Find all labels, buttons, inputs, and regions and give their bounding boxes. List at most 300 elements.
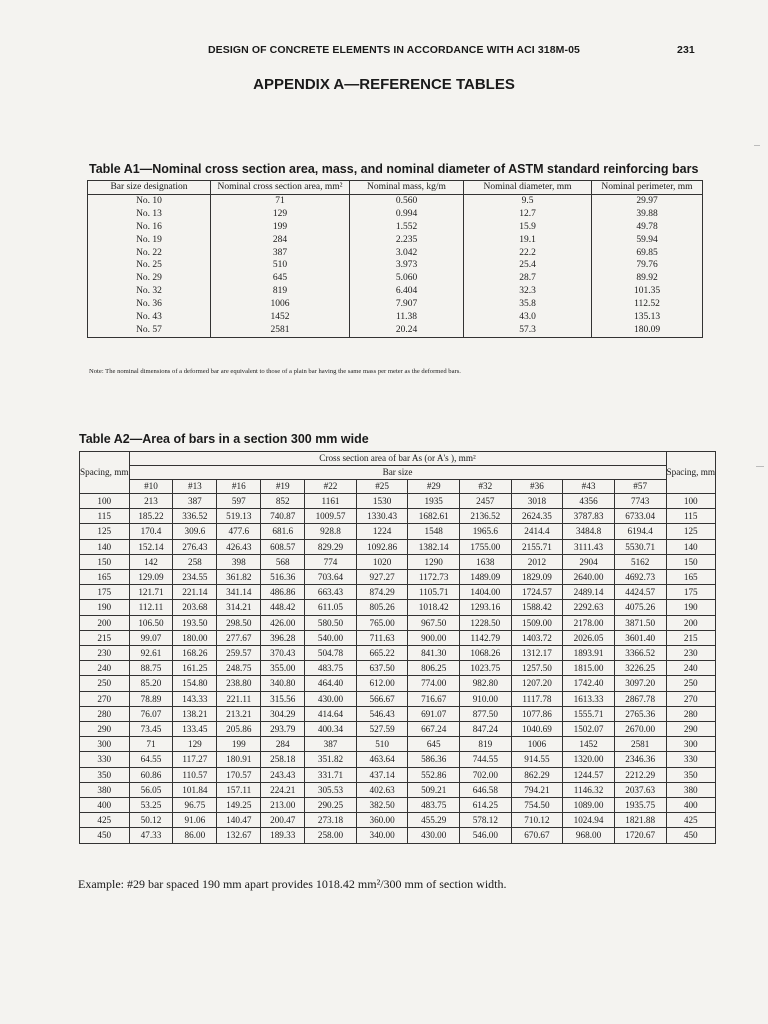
table-a2-cell: 277.67 — [217, 630, 261, 645]
table-a2-cell: 73.45 — [129, 722, 173, 737]
table-a2-cell: 794.21 — [511, 782, 563, 797]
table-a2-row — [80, 737, 716, 752]
table-a2-spacing-cell: 425 — [80, 813, 130, 828]
table-a2-cell: 259.57 — [217, 646, 261, 661]
table-a2-cell: 64.55 — [129, 752, 173, 767]
table-a2-cell: 1638 — [460, 554, 512, 569]
table-a2-cell: 646.58 — [460, 782, 512, 797]
table-a2-bar-size: #22 — [305, 480, 357, 494]
table-a2-cell: 1228.50 — [460, 615, 512, 630]
table-a2-cell: 309.6 — [173, 524, 217, 539]
table-a2-cell: 3111.43 — [563, 539, 615, 554]
table-a2-spacing-cell: 400 — [666, 798, 716, 813]
table-a2-group-header: Cross section area of bar As (or A's ), mm² — [129, 452, 666, 466]
table-a2-cell: 1024.94 — [563, 813, 615, 828]
table-a2-cell: 2457 — [460, 494, 512, 509]
table-a2-spacing-cell: 140 — [80, 539, 130, 554]
table-a1-row — [88, 221, 703, 234]
table-a2-spacing-cell: 190 — [80, 600, 130, 615]
table-a1-cell: No. 19 — [88, 234, 211, 247]
table-a2-cell: 1502.07 — [563, 722, 615, 737]
table-a2-cell: 243.43 — [261, 767, 305, 782]
table-a2-cell: 1893.91 — [563, 646, 615, 661]
table-a2-cell: 290.25 — [305, 798, 357, 813]
table-a1-cell: 112.52 — [592, 298, 703, 311]
table-a1-cell: No. 29 — [88, 272, 211, 285]
table-a2-cell: 170.57 — [217, 767, 261, 782]
example-text-content: Example: #29 bar spaced 190 mm apart provides 1018.42 mm²/300 mm of section width. — [78, 877, 507, 891]
table-a2-cell: 293.79 — [261, 722, 305, 737]
table-a2-cell: 1720.67 — [614, 828, 666, 843]
table-a2-cell: 121.71 — [129, 585, 173, 600]
table-a2-cell: 1555.71 — [563, 706, 615, 721]
table-a2-cell: 2765.36 — [614, 706, 666, 721]
table-a1 — [87, 180, 703, 338]
table-a2-cell: 847.24 — [460, 722, 512, 737]
table-a2-cell: 1312.17 — [511, 646, 563, 661]
table-a2-cell: 152.14 — [129, 539, 173, 554]
table-a1-cell: 71 — [211, 194, 350, 207]
table-a2-cell: 914.55 — [511, 752, 563, 767]
table-a2-cell: 142 — [129, 554, 173, 569]
table-a2-cell: 221.14 — [173, 585, 217, 600]
table-a1-row — [88, 272, 703, 285]
table-a2-cell: 2026.05 — [563, 630, 615, 645]
table-a2-cell: 774.00 — [408, 676, 460, 691]
table-a2-cell: 967.50 — [408, 615, 460, 630]
table-a2-cell: 387 — [173, 494, 217, 509]
table-a2-spacing-cell: 330 — [666, 752, 716, 767]
table-a2-cell: 414.64 — [305, 706, 357, 721]
table-a2-cell: 1290 — [408, 554, 460, 569]
table-a2-cell: 273.18 — [305, 813, 357, 828]
table-a1-cell: 35.8 — [464, 298, 592, 311]
table-a2-cell: 765.00 — [356, 615, 408, 630]
table-a2-spacing-cell: 150 — [666, 554, 716, 569]
table-a2-cell: 611.05 — [305, 600, 357, 615]
table-a1-cell: 20.24 — [350, 324, 464, 337]
table-a2-cell: 2640.00 — [563, 570, 615, 585]
table-a2-spacing-cell: 230 — [80, 646, 130, 661]
table-a2-spacing-cell: 240 — [80, 661, 130, 676]
table-a2-cell: 614.25 — [460, 798, 512, 813]
table-a2-cell: 829.29 — [305, 539, 357, 554]
table-a1-header: Nominal mass, kg/m — [350, 181, 464, 195]
table-a2-cell: 3226.25 — [614, 661, 666, 676]
table-a2-cell: 221.11 — [217, 691, 261, 706]
table-a1-cell: 79.76 — [592, 259, 703, 272]
table-a2-cell: 355.00 — [261, 661, 305, 676]
table-a2-cell: 504.78 — [305, 646, 357, 661]
table-a2-cell: 1404.00 — [460, 585, 512, 600]
table-a2-row — [80, 509, 716, 524]
table-a2-cell: 566.67 — [356, 691, 408, 706]
table-a2-cell: 340.00 — [356, 828, 408, 843]
table-a2-cell: 132.67 — [217, 828, 261, 843]
table-a2-cell: 248.75 — [217, 661, 261, 676]
table-a1-cell: 2.235 — [350, 234, 464, 247]
table-a1-cell: 3.042 — [350, 247, 464, 260]
table-a2-spacing-cell: 250 — [666, 676, 716, 691]
table-a2-cell: 1172.73 — [408, 570, 460, 585]
table-a2-cell: 1742.40 — [563, 676, 615, 691]
table-a2-row — [80, 691, 716, 706]
table-a2-spacing-cell: 280 — [666, 706, 716, 721]
table-a2-cell: 1330.43 — [356, 509, 408, 524]
table-a2-cell: 88.75 — [129, 661, 173, 676]
table-a2-spacing-cell: 270 — [666, 691, 716, 706]
table-a2-cell: 1257.50 — [511, 661, 563, 676]
table-a2-cell: 2155.71 — [511, 539, 563, 554]
table-a2-cell: 387 — [305, 737, 357, 752]
table-a2-spacing-cell: 200 — [666, 615, 716, 630]
table-a2-row — [80, 646, 716, 661]
table-a2-spacing-header-right: Spacing, mm — [666, 452, 716, 494]
table-a1-header: Bar size designation — [88, 181, 211, 195]
table-a2-cell: 351.82 — [305, 752, 357, 767]
table-a2-cell: 185.22 — [129, 509, 173, 524]
table-a2-cell: 117.27 — [173, 752, 217, 767]
table-a2-cell: 862.29 — [511, 767, 563, 782]
table-a2-cell: 483.75 — [305, 661, 357, 676]
table-a2-cell: 477.6 — [217, 524, 261, 539]
table-a2-cell: 3097.20 — [614, 676, 666, 691]
table-a2-cell: 112.11 — [129, 600, 173, 615]
table-a2-cell: 2292.63 — [563, 600, 615, 615]
table-a2-cell: 806.25 — [408, 661, 460, 676]
table-a1-cell: 43.0 — [464, 311, 592, 324]
table-a2-cell: 1009.57 — [305, 509, 357, 524]
table-a2-spacing-cell: 380 — [666, 782, 716, 797]
table-a2-cell: 92.61 — [129, 646, 173, 661]
table-a2-cell: 1105.71 — [408, 585, 460, 600]
table-a1-cell: No. 25 — [88, 259, 211, 272]
table-a2-cell: 711.63 — [356, 630, 408, 645]
table-a1-cell: 28.7 — [464, 272, 592, 285]
table-a2-cell: 101.84 — [173, 782, 217, 797]
table-a2-cell: 900.00 — [408, 630, 460, 645]
table-a2-spacing-cell: 280 — [80, 706, 130, 721]
table-a1-header-row — [88, 181, 703, 195]
table-a2-cell: 1142.79 — [460, 630, 512, 645]
example-text — [78, 877, 507, 892]
table-a2-cell: 430.00 — [408, 828, 460, 843]
table-a2-cell: 546.43 — [356, 706, 408, 721]
table-a2-cell: 4075.26 — [614, 600, 666, 615]
table-a2-row — [80, 570, 716, 585]
table-a2-cell: 129 — [173, 737, 217, 752]
table-a2-cell: 96.75 — [173, 798, 217, 813]
table-a2-cell: 578.12 — [460, 813, 512, 828]
table-a1-cell: 22.2 — [464, 247, 592, 260]
table-a2-bar-size-header: Bar size — [129, 466, 666, 480]
table-a1-cell: 645 — [211, 272, 350, 285]
table-a2-cell: 47.33 — [129, 828, 173, 843]
table-a2-cell: 874.29 — [356, 585, 408, 600]
table-a2-cell: 143.33 — [173, 691, 217, 706]
table-a2-cell: 140.47 — [217, 813, 261, 828]
table-a1-cell: 101.35 — [592, 285, 703, 298]
table-a2-cell: 53.25 — [129, 798, 173, 813]
table-a2-cell: 2867.78 — [614, 691, 666, 706]
table-a2-cell: 7743 — [614, 494, 666, 509]
table-a2-cell: 819 — [460, 737, 512, 752]
table-a1-cell: No. 22 — [88, 247, 211, 260]
table-a2-cell: 2581 — [614, 737, 666, 752]
table-a2-cell: 509.21 — [408, 782, 460, 797]
table-a2-cell: 205.86 — [217, 722, 261, 737]
table-a2-spacing-cell: 270 — [80, 691, 130, 706]
table-a2-cell: 91.06 — [173, 813, 217, 828]
table-a2-cell: 6733.04 — [614, 509, 666, 524]
table-a2-spacing-cell: 230 — [666, 646, 716, 661]
table-a2-cell: 1023.75 — [460, 661, 512, 676]
table-a2-cell: 2178.00 — [563, 615, 615, 630]
table-a2-bar-size: #16 — [217, 480, 261, 494]
table-a2-cell: 1068.26 — [460, 646, 512, 661]
table-a2-cell: 3484.8 — [563, 524, 615, 539]
table-a1-cell: 89.92 — [592, 272, 703, 285]
table-a2-cell: 580.50 — [305, 615, 357, 630]
table-a2-cell: 1489.09 — [460, 570, 512, 585]
table-a1-row — [88, 234, 703, 247]
running-head-title: DESIGN OF CONCRETE ELEMENTS IN ACCORDANCE WITH ACI 318M-05 — [208, 44, 580, 56]
table-a2-caption: Table A2—Area of bars in a section 300 mm wide — [79, 432, 369, 446]
table-a2-cell: 4692.73 — [614, 570, 666, 585]
table-a2-cell: 1018.42 — [408, 600, 460, 615]
table-a2-cell: 213 — [129, 494, 173, 509]
table-a1-cell: 32.3 — [464, 285, 592, 298]
table-a1-note: Note: The nominal dimensions of a deformed bar are equivalent to those of a plain bar having the same mass per meter as the deformed bars. — [89, 368, 461, 375]
table-a1-cell: No. 32 — [88, 285, 211, 298]
table-a2-cell: 370.43 — [261, 646, 305, 661]
table-a2-cell: 213.21 — [217, 706, 261, 721]
table-a2-cell: 691.07 — [408, 706, 460, 721]
table-a2-cell: 483.75 — [408, 798, 460, 813]
table-a2-cell: 2212.29 — [614, 767, 666, 782]
table-a2-spacing-cell: 300 — [666, 737, 716, 752]
table-a2-cell: 1161 — [305, 494, 357, 509]
table-a2-cell: 56.05 — [129, 782, 173, 797]
table-a2-cell: 716.67 — [408, 691, 460, 706]
table-a2-cell: 510 — [356, 737, 408, 752]
table-a2-spacing-cell: 190 — [666, 600, 716, 615]
table-a1-cell: 819 — [211, 285, 350, 298]
table-a2-cell: 430.00 — [305, 691, 357, 706]
table-a2-cell: 180.00 — [173, 630, 217, 645]
table-a1-cell: 135.13 — [592, 311, 703, 324]
table-a2-sizes-row — [80, 480, 716, 494]
table-a2-cell: 2037.63 — [614, 782, 666, 797]
table-a2-cell: 71 — [129, 737, 173, 752]
table-a2-spacing-cell: 290 — [80, 722, 130, 737]
table-a2-cell: 331.71 — [305, 767, 357, 782]
table-a2-spacing-cell: 100 — [80, 494, 130, 509]
table-a2-cell: 546.00 — [460, 828, 512, 843]
table-a2-spacing-header-left: Spacing, mm — [80, 452, 130, 494]
table-a2-spacing-cell: 400 — [80, 798, 130, 813]
table-a2-cell: 754.50 — [511, 798, 563, 813]
table-a2-row — [80, 630, 716, 645]
table-a1-cell: 2581 — [211, 324, 350, 337]
table-a2-cell: 149.25 — [217, 798, 261, 813]
table-a2-cell: 703.64 — [305, 570, 357, 585]
table-a2-cell: 200.47 — [261, 813, 305, 828]
table-a2-cell: 203.68 — [173, 600, 217, 615]
table-a2-cell: 1382.14 — [408, 539, 460, 554]
table-a2-cell: 161.25 — [173, 661, 217, 676]
table-a2-spacing-cell: 215 — [666, 630, 716, 645]
table-a2-cell: 382.50 — [356, 798, 408, 813]
table-a2-cell: 1207.20 — [511, 676, 563, 691]
table-a2-cell: 877.50 — [460, 706, 512, 721]
table-a1-row — [88, 194, 703, 207]
table-a2-cell: 304.29 — [261, 706, 305, 721]
table-a2-bar-size: #19 — [261, 480, 305, 494]
table-a2-cell: 527.59 — [356, 722, 408, 737]
table-a2-cell: 1452 — [563, 737, 615, 752]
table-a1-cell: 15.9 — [464, 221, 592, 234]
table-a2-cell: 361.82 — [217, 570, 261, 585]
table-a1-row — [88, 285, 703, 298]
table-a2-cell: 199 — [217, 737, 261, 752]
table-a1-cell: 57.3 — [464, 324, 592, 337]
table-a2-cell: 519.13 — [217, 509, 261, 524]
table-a2-bar-size: #25 — [356, 480, 408, 494]
table-a1-header: Nominal perimeter, mm — [592, 181, 703, 195]
table-a2-cell: 341.14 — [217, 585, 261, 600]
table-a1-caption: Table A1—Nominal cross section area, mass, and nominal diameter of ASTM standard reinforcing bars — [89, 162, 699, 176]
table-a2-spacing-cell: 425 — [666, 813, 716, 828]
table-a2-cell: 86.00 — [173, 828, 217, 843]
table-a2-spacing-cell: 250 — [80, 676, 130, 691]
table-a2-row — [80, 661, 716, 676]
table-a2-cell: 437.14 — [356, 767, 408, 782]
table-a2-cell: 1089.00 — [563, 798, 615, 813]
table-a2-cell: 1548 — [408, 524, 460, 539]
table-a1-cell: 284 — [211, 234, 350, 247]
table-a2-cell: 398 — [217, 554, 261, 569]
table-a2-cell: 586.36 — [408, 752, 460, 767]
table-a1-cell: 59.94 — [592, 234, 703, 247]
table-a2-cell: 3601.40 — [614, 630, 666, 645]
table-a2-cell: 740.87 — [261, 509, 305, 524]
table-a2-cell: 298.50 — [217, 615, 261, 630]
table-a2-cell: 1613.33 — [563, 691, 615, 706]
table-a2-cell: 400.34 — [305, 722, 357, 737]
table-a2-cell: 710.12 — [511, 813, 563, 828]
table-a2-row — [80, 706, 716, 721]
table-a2-cell: 637.50 — [356, 661, 408, 676]
table-a1-cell: 25.4 — [464, 259, 592, 272]
table-a1-header: Nominal diameter, mm — [464, 181, 592, 195]
scan-edge-mark — [756, 466, 764, 467]
table-a2-spacing-cell: 290 — [666, 722, 716, 737]
table-a2-cell: 448.42 — [261, 600, 305, 615]
table-a2-bar-size: #32 — [460, 480, 512, 494]
table-a2-cell: 213.00 — [261, 798, 305, 813]
table-a2-spacing-cell: 330 — [80, 752, 130, 767]
table-a2-cell: 1935 — [408, 494, 460, 509]
table-a2-cell: 305.53 — [305, 782, 357, 797]
table-a1-row — [88, 259, 703, 272]
table-a2-cell: 315.56 — [261, 691, 305, 706]
table-a2-cell: 2012 — [511, 554, 563, 569]
table-a2-cell: 284 — [261, 737, 305, 752]
table-a1-row — [88, 311, 703, 324]
table-a2-cell: 665.22 — [356, 646, 408, 661]
table-a2-spacing-cell: 115 — [80, 509, 130, 524]
table-a2-cell: 852 — [261, 494, 305, 509]
table-a1-cell: 1.552 — [350, 221, 464, 234]
table-a2-cell: 540.00 — [305, 630, 357, 645]
table-a2-row — [80, 539, 716, 554]
table-a1-cell: 12.7 — [464, 208, 592, 221]
table-a1-cell: No. 36 — [88, 298, 211, 311]
table-a2-cell: 464.40 — [305, 676, 357, 691]
table-a2-cell: 1829.09 — [511, 570, 563, 585]
table-a2-cell: 314.21 — [217, 600, 261, 615]
table-a1-cell: No. 10 — [88, 194, 211, 207]
table-a2-cell: 78.89 — [129, 691, 173, 706]
table-a1-cell: 69.85 — [592, 247, 703, 260]
table-a2-spacing-cell: 450 — [666, 828, 716, 843]
table-a2-cell: 1020 — [356, 554, 408, 569]
table-a2-spacing-cell: 100 — [666, 494, 716, 509]
table-a2-cell: 50.12 — [129, 813, 173, 828]
table-a1-cell: 387 — [211, 247, 350, 260]
table-a2-cell: 910.00 — [460, 691, 512, 706]
table-a2-cell: 1293.16 — [460, 600, 512, 615]
table-a2-cell: 402.63 — [356, 782, 408, 797]
table-a2-spacing-cell: 215 — [80, 630, 130, 645]
table-a1-cell: 49.78 — [592, 221, 703, 234]
table-a2-bar-size: #10 — [129, 480, 173, 494]
table-a2-cell: 1040.69 — [511, 722, 563, 737]
table-a2-row — [80, 828, 716, 843]
table-a2-cell: 2904 — [563, 554, 615, 569]
table-a2-spacing-cell: 350 — [666, 767, 716, 782]
table-a2-cell: 2136.52 — [460, 509, 512, 524]
table-a2-cell: 612.00 — [356, 676, 408, 691]
table-a2-cell: 129.09 — [129, 570, 173, 585]
table-a1-cell: 129 — [211, 208, 350, 221]
table-a1-header: Nominal cross section area, mm² — [211, 181, 350, 195]
table-a1-cell: 11.38 — [350, 311, 464, 324]
table-a2-spacing-cell: 125 — [666, 524, 716, 539]
table-a1-cell: 3.973 — [350, 259, 464, 272]
table-a2-cell: 2489.14 — [563, 585, 615, 600]
table-a2-cell: 927.27 — [356, 570, 408, 585]
table-a2-cell: 193.50 — [173, 615, 217, 630]
table-a2-cell: 234.55 — [173, 570, 217, 585]
table-a1-cell: No. 43 — [88, 311, 211, 324]
table-a2-cell: 154.80 — [173, 676, 217, 691]
table-a2-row — [80, 585, 716, 600]
table-a1-cell: 39.88 — [592, 208, 703, 221]
table-a2-cell: 568 — [261, 554, 305, 569]
table-a2-spacing-cell: 200 — [80, 615, 130, 630]
table-a1-cell: 199 — [211, 221, 350, 234]
table-a2-cell: 1965.6 — [460, 524, 512, 539]
table-a2-cell: 138.21 — [173, 706, 217, 721]
table-a2-cell: 157.11 — [217, 782, 261, 797]
table-a2-cell: 224.21 — [261, 782, 305, 797]
table-a2-cell: 5162 — [614, 554, 666, 569]
table-a2-cell: 1403.72 — [511, 630, 563, 645]
table-a1-row — [88, 298, 703, 311]
table-a2-cell: 1588.42 — [511, 600, 563, 615]
